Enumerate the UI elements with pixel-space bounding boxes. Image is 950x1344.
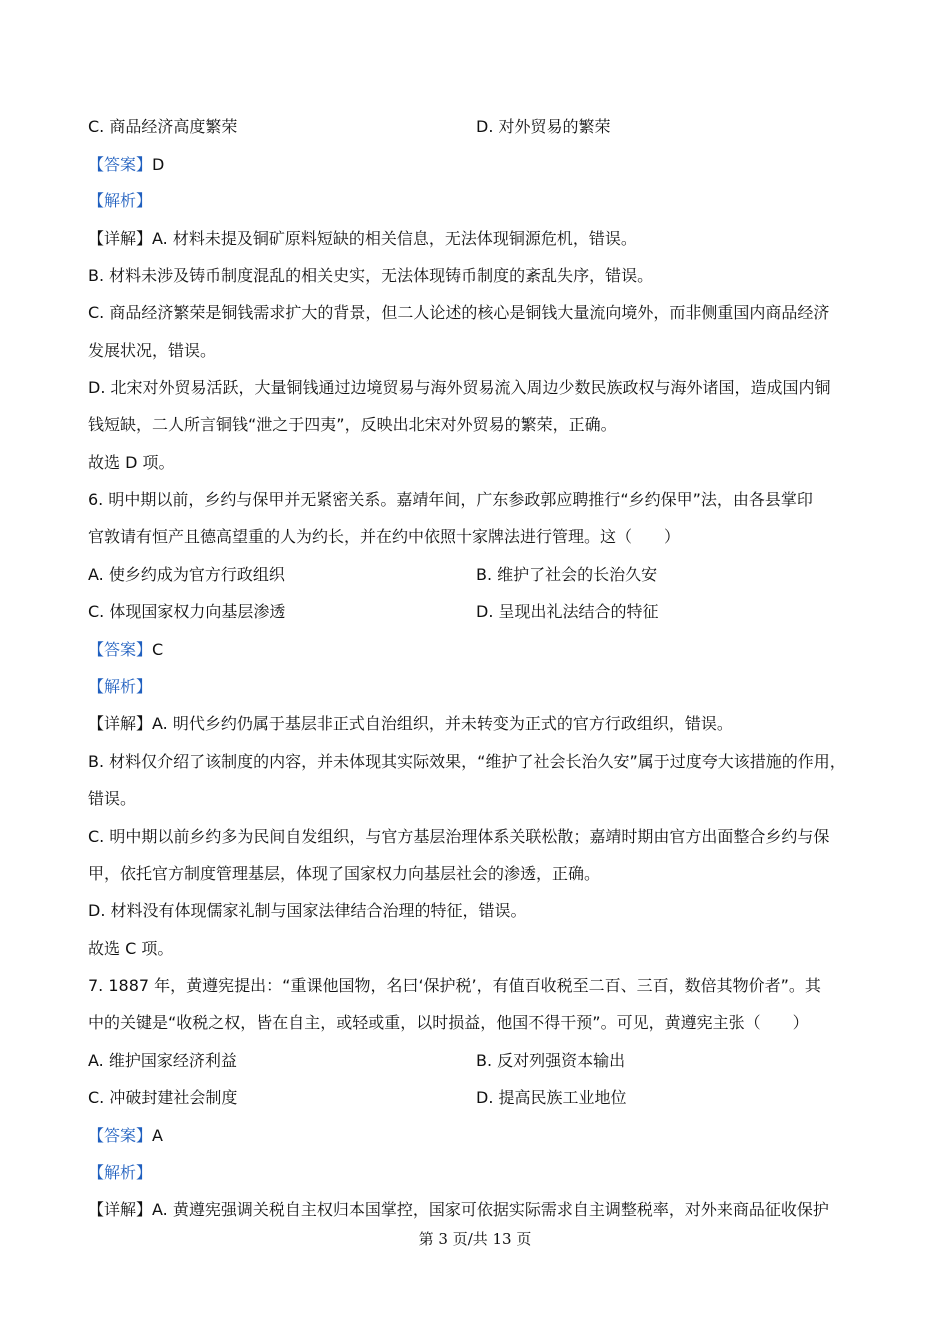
answer-value: A: [152, 1126, 163, 1145]
answer-tag: 【答案】: [88, 640, 153, 659]
q7-option-c: C. 冲破封建社会制度: [88, 1088, 238, 1107]
q5-line: C. 商品经济繁荣是铜钱需求扩大的背景，但二人论述的核心是铜钱大量流向境外，而非侧重国内商品经济: [88, 303, 830, 322]
q7-analysis-tag: 【解析】: [88, 1163, 153, 1182]
q6-line: B. 材料仅介绍了该制度的内容，并未体现其实际效果，“维护了社会长治久安”属于过度夸大该措施的作用，: [88, 752, 846, 771]
answer-value: C: [152, 640, 164, 659]
q5-line: D. 北宋对外贸易活跃，大量铜钱通过边境贸易与海外贸易流入周边少数民族政权与海外诸国，造成国内铜: [88, 378, 831, 397]
q7-detail-line: [88, 1200, 888, 1220]
q6-stem: 6. 明中期以前，乡约与保甲并无紧密关系。嘉靖年间，广东参政郭应聘推行“乡约保甲”法，由各县掌印: [88, 490, 813, 509]
q5-option-c: C. 商品经济高度繁荣: [88, 117, 238, 136]
q6-stem: 官敦请有恒产且德高望重的人为约长，并在约中依照十家牌法进行管理。这（ ）: [88, 527, 681, 546]
detail-text: A. 明代乡约仍属于基层非正式自治组织，并未转变为正式的官方行政组织，错误。: [152, 714, 733, 733]
q5-analysis-tag: 【解析】: [88, 191, 153, 210]
q5-answer: [88, 155, 888, 175]
q7-option-b: B. 反对列强资本输出: [476, 1051, 626, 1070]
q7-option-d: D. 提高民族工业地位: [476, 1088, 627, 1107]
q6-detail-line: [88, 714, 888, 734]
detail-tag: 【详解】: [88, 229, 153, 248]
q6-option-d: D. 呈现出礼法结合的特征: [476, 602, 659, 621]
q6-conclusion: 故选 C 项。: [88, 939, 174, 958]
q6-line: D. 材料没有体现儒家礼制与国家法律结合治理的特征，错误。: [88, 901, 527, 920]
q5-conclusion: 故选 D 项。: [88, 453, 175, 472]
q6-line: 甲，依托官方制度管理基层，体现了国家权力向基层社会的渗透，正确。: [88, 864, 601, 883]
q6-option-a: A. 使乡约成为官方行政组织: [88, 565, 285, 584]
q6-line: C. 明中期以前乡约多为民间自发组织，与官方基层治理体系关联松散；嘉靖时期由官方出面整合乡约与保: [88, 827, 830, 846]
q5-option-d: D. 对外贸易的繁荣: [476, 117, 611, 136]
q7-stem: 7. 1887 年，黄遵宪提出：“重课他国物，名曰‘保护税’，有值百收税至二百、三百，数倍其物价者”。其: [88, 976, 821, 995]
detail-tag: 【详解】: [88, 714, 153, 733]
page-footer: 第 3 页/共 13 页: [418, 1230, 532, 1248]
q5-line: 发展状况，错误。: [88, 341, 217, 360]
q5-line: B. 材料未涉及铸币制度混乱的相关史实，无法体现铸币制度的紊乱失序，错误。: [88, 266, 654, 285]
q6-line: 错误。: [88, 789, 137, 808]
q6-option-b: B. 维护了社会的长治久安: [476, 565, 658, 584]
q7-option-a: A. 维护国家经济利益: [88, 1051, 237, 1070]
detail-tag: 【详解】: [88, 1200, 153, 1219]
q5-line: 钱短缺，二人所言铜钱“泄之于四夷”，反映出北宋对外贸易的繁荣，正确。: [88, 415, 617, 434]
detail-text: A. 黄遵宪强调关税自主权归本国掌控，国家可依据实际需求自主调整税率，对外来商品征收保护: [152, 1200, 829, 1219]
q5-detail-line: [88, 229, 888, 249]
answer-tag: 【答案】: [88, 155, 153, 174]
q6-option-c: C. 体现国家权力向基层渗透: [88, 602, 286, 621]
answer-tag: 【答案】: [88, 1126, 153, 1145]
detail-text: A. 材料未提及铜矿原料短缺的相关信息，无法体现铜源危机，错误。: [152, 229, 637, 248]
q6-answer: [88, 640, 888, 660]
q6-analysis-tag: 【解析】: [88, 677, 153, 696]
q7-stem: 中的关键是“收税之权，皆在自主，或轻或重，以时损益，他国不得干预”。可见，黄遵宪主张（ ）: [88, 1013, 809, 1032]
q7-answer: [88, 1126, 888, 1146]
answer-value: D: [152, 155, 165, 174]
